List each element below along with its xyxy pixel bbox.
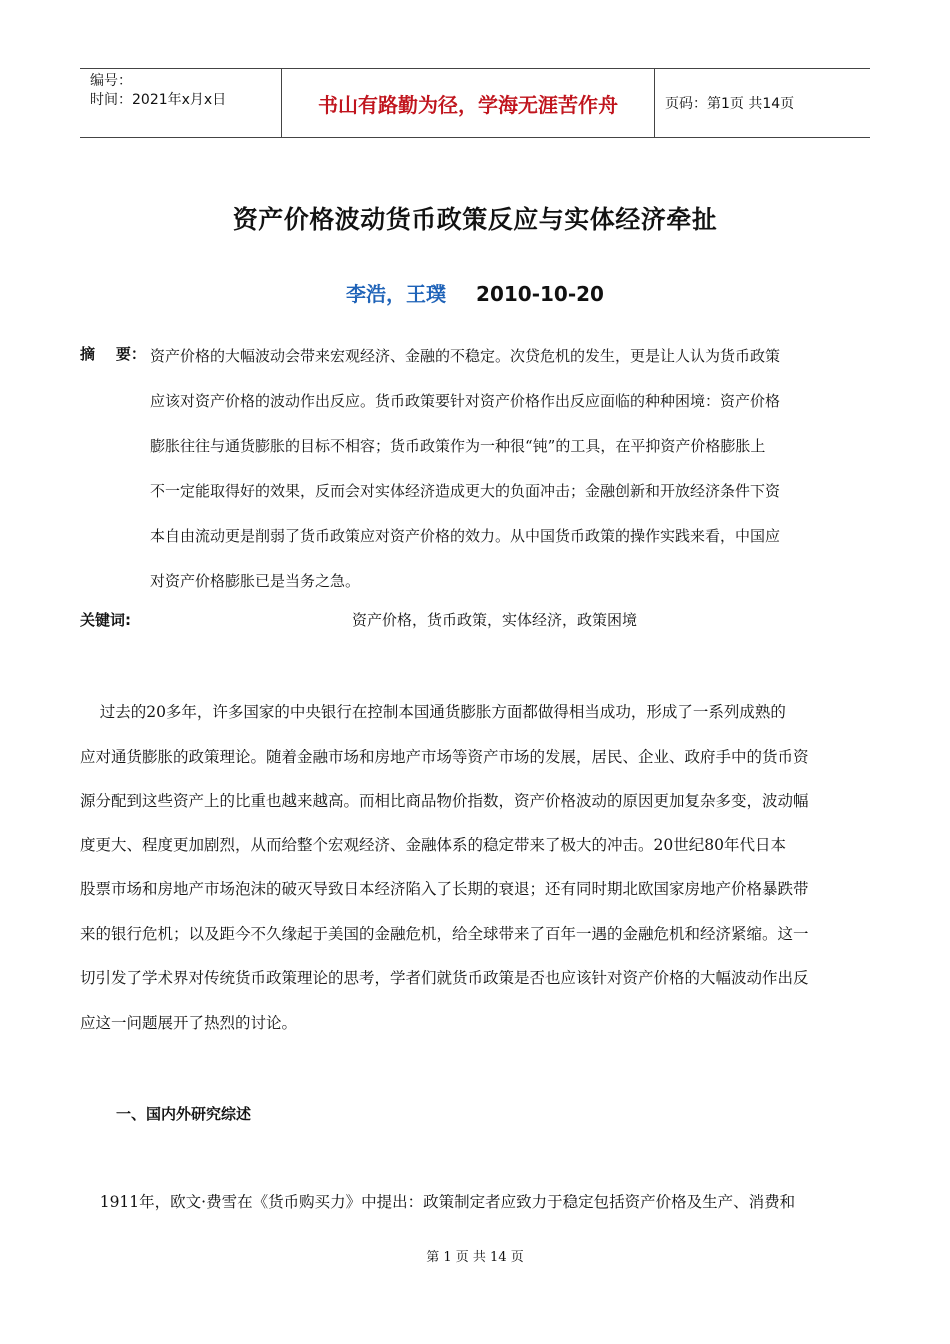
body-line: 1911年，欧文·费雪在《货币购买力》中提出：政策制定者应致力于稳定包括资产价格及生产、消费和 (80, 1193, 796, 1211)
header-meta (80, 69, 282, 137)
page-footer: 第 1 页 共 14 页 (426, 1250, 524, 1265)
time-label: 时间：2021年x月x日 (90, 92, 227, 108)
body-line: 度更大、程度更加剧烈，从而给整个宏观经济、金融体系的稳定带来了极大的冲击。20世纪80年代日本 (80, 836, 786, 854)
body-line: 源分配到这些资产上的比重也越来越高。而相比商品物价指数，资产价格波动的原因更加复杂多变，波动幅 (80, 792, 809, 810)
byline (0, 278, 950, 307)
header-page-info: 页码：第1页 共14页 (665, 96, 795, 112)
body-line: 过去的20多年，许多国家的中央银行在控制本国通货膨胀方面都做得相当成功，形成了一系列成熟的 (80, 703, 786, 721)
number-label: 编号： (90, 73, 132, 89)
keywords-label: 关键词: (80, 611, 131, 629)
keywords-text: 资产价格，货币政策，实体经济，政策困境 (352, 611, 638, 629)
document-title: 资产价格波动货币政策反应与实体经济牵扯 (232, 205, 718, 234)
header-motto: 书山有路勤为径，学海无涯苦作舟 (282, 69, 655, 137)
abstract-line: 应该对资产价格的波动作出反应。货币政策要针对资产价格作出反应面临的种种困境：资产价格 (150, 392, 781, 410)
authors: 李浩，王璞 (346, 282, 447, 306)
abstract-line: 本自由流动更是削弱了货币政策应对资产价格的效力。从中国货币政策的操作实践来看，中国应 (150, 527, 781, 545)
abstract-line: 不一定能取得好的效果，反而会对实体经济造成更大的负面冲击；金融创新和开放经济条件下资 (150, 482, 781, 500)
abstract-label: 摘 要： (80, 345, 146, 363)
body-line: 股票市场和房地产市场泡沫的破灭导致日本经济陷入了长期的衰退；还有同时期北欧国家房地产价格暴跌带 (80, 880, 809, 898)
abstract-line: 膨胀往往与通货膨胀的目标不相容；货币政策作为一种很“钝”的工具，在平抑资产价格膨胀上 (150, 437, 766, 455)
body-line: 切引发了学术界对传统货币政策理论的思考，学者们就货币政策是否也应该针对资产价格的大幅波动作出反 (80, 969, 809, 987)
section-heading: 一、国内外研究综述 (116, 1105, 252, 1123)
body-line: 来的银行危机；以及距今不久缘起于美国的金融危机，给全球带来了百年一遇的金融危机和经济紧缩。这一 (80, 925, 809, 943)
abstract-line: 对资产价格膨胀已是当务之急。 (150, 572, 361, 590)
publish-date: 2010-10-20 (476, 282, 604, 306)
abstract-line: 资产价格的大幅波动会带来宏观经济、金融的不稳定。次贷危机的发生，更是让人认为货币政策 (150, 347, 781, 365)
body-line: 应对通货膨胀的政策理论。随着金融市场和房地产市场等资产市场的发展，居民、企业、政府手中的货币资 (80, 748, 809, 766)
page-header (80, 68, 870, 138)
body-line: 应这一问题展开了热烈的讨论。 (80, 1014, 298, 1032)
